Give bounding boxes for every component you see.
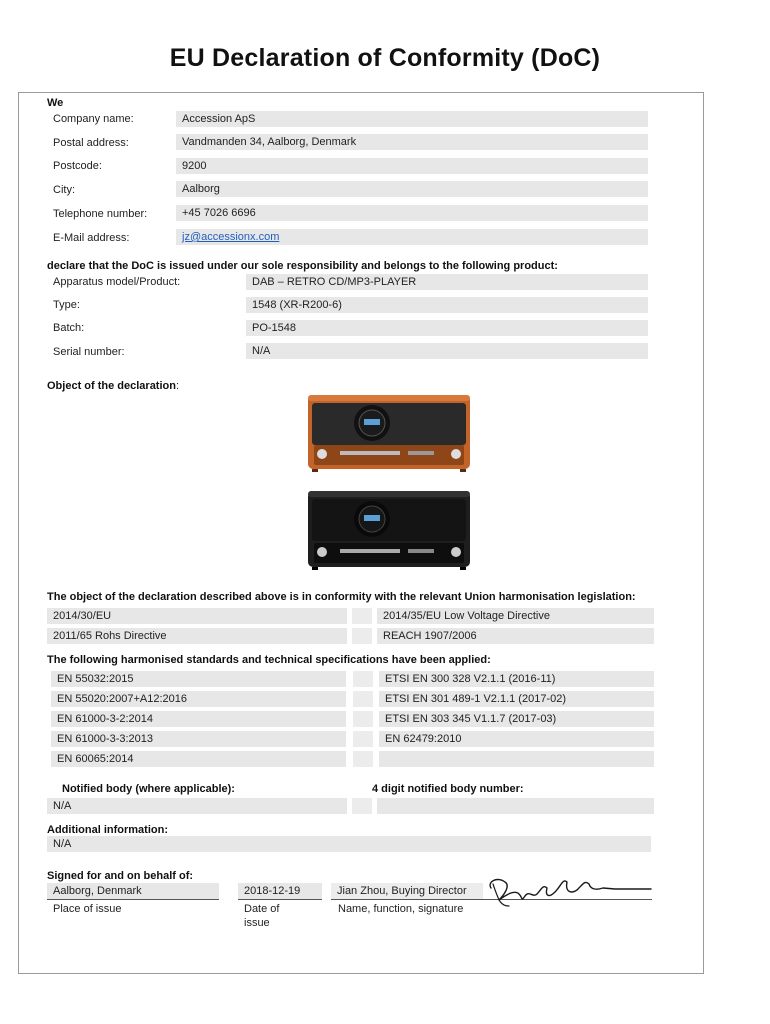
city-field[interactable]: Aalborg <box>176 181 648 197</box>
standard-left-3[interactable]: EN 61000-3-2:2014 <box>51 711 346 727</box>
standard-checkbox-4[interactable] <box>353 731 373 747</box>
object-colon: : <box>175 380 180 392</box>
place-of-issue-label: Place of issue <box>53 903 122 915</box>
date-underline <box>238 899 322 900</box>
declare-statement: declare that the DoC is issued under our sole responsibility and belongs to the following product: <box>47 260 558 272</box>
radio-black-image <box>308 491 470 570</box>
conformity-statement: The object of the declaration described above is in conformity with the relevant Union harmonisation legislation: <box>47 591 636 603</box>
postcode-label: Postcode: <box>53 160 102 172</box>
batch-field[interactable]: PO-1548 <box>246 320 648 336</box>
object-label: Object of the declaration <box>47 380 176 392</box>
product-image <box>300 385 476 577</box>
document-title: EU Declaration of Conformity (DoC) <box>169 44 601 72</box>
standard-left-5[interactable]: EN 60065:2014 <box>51 751 346 767</box>
additional-info-field[interactable]: N/A <box>47 836 651 852</box>
additional-info-label: Additional information: <box>47 824 168 836</box>
radio-wood-image <box>308 395 470 472</box>
type-label: Type: <box>53 299 80 311</box>
email-link[interactable]: jz@accessionx.com <box>182 231 280 243</box>
date-of-issue-label-line1: Date of <box>244 903 280 915</box>
standard-checkbox-5[interactable] <box>353 751 373 767</box>
standard-checkbox-2[interactable] <box>353 691 373 707</box>
place-of-issue-field[interactable]: Aalborg, Denmark <box>47 883 219 899</box>
legislation-checkbox-1[interactable] <box>352 608 372 624</box>
standard-right-2[interactable]: ETSI EN 301 489-1 V2.1.1 (2017-02) <box>379 691 654 707</box>
standard-checkbox-1[interactable] <box>353 671 373 687</box>
notified-number-label: 4 digit notified body number: <box>372 783 524 795</box>
standard-right-3[interactable]: ETSI EN 303 345 V1.1.7 (2017-03) <box>379 711 654 727</box>
name-function-signature-label: Name, function, signature <box>338 903 464 915</box>
legislation-left-1[interactable]: 2014/30/EU <box>47 608 347 624</box>
legislation-left-2[interactable]: 2011/65 Rohs Directive <box>47 628 347 644</box>
handwritten-signature <box>485 872 655 908</box>
model-label: Apparatus model/Product: <box>53 276 181 288</box>
standard-left-2[interactable]: EN 55020:2007+A12:2016 <box>51 691 346 707</box>
city-label: City: <box>53 184 75 196</box>
postal-address-field[interactable]: Vandmanden 34, Aalborg, Denmark <box>176 134 648 150</box>
name-function-field[interactable]: Jian Zhou, Buying Director <box>331 883 483 899</box>
company-name-field[interactable]: Accession ApS <box>176 111 648 127</box>
standards-statement: The following harmonised standards and technical specifications have been applied: <box>47 654 491 666</box>
email-field[interactable] <box>176 229 648 245</box>
telephone-field[interactable]: +45 7026 6696 <box>176 205 648 221</box>
email-label: E-Mail address: <box>53 232 130 244</box>
serial-field[interactable]: N/A <box>246 343 648 359</box>
legislation-right-2[interactable]: REACH 1907/2006 <box>377 628 654 644</box>
standard-left-4[interactable]: EN 61000-3-3:2013 <box>51 731 346 747</box>
serial-label: Serial number: <box>53 346 125 358</box>
postal-address-label: Postal address: <box>53 137 129 149</box>
batch-label: Batch: <box>53 322 85 334</box>
standard-left-1[interactable]: EN 55032:2015 <box>51 671 346 687</box>
object-heading <box>47 376 179 394</box>
standard-right-1[interactable]: ETSI EN 300 328 V2.1.1 (2016-11) <box>379 671 654 687</box>
date-of-issue-field[interactable]: 2018-12-19 <box>238 883 322 899</box>
notified-number-field[interactable] <box>377 798 654 814</box>
place-underline <box>47 899 219 900</box>
standard-right-4[interactable]: EN 62479:2010 <box>379 731 654 747</box>
type-field[interactable]: 1548 (XR-R200-6) <box>246 297 648 313</box>
legislation-checkbox-2[interactable] <box>352 628 372 644</box>
company-name-label: Company name: <box>53 113 134 125</box>
date-of-issue-label-line2: issue <box>244 917 270 929</box>
notified-body-checkbox[interactable] <box>352 798 372 814</box>
we-label: We <box>47 97 64 109</box>
notified-body-label: Notified body (where applicable): <box>62 783 235 795</box>
model-field[interactable]: DAB – RETRO CD/MP3-PLAYER <box>246 274 648 290</box>
telephone-label: Telephone number: <box>53 208 148 220</box>
legislation-right-1[interactable]: 2014/35/EU Low Voltage Directive <box>377 608 654 624</box>
standard-right-5[interactable] <box>379 751 654 767</box>
signed-on-behalf-label: Signed for and on behalf of: <box>47 870 194 882</box>
postcode-field[interactable]: 9200 <box>176 158 648 174</box>
notified-body-field[interactable]: N/A <box>47 798 347 814</box>
standard-checkbox-3[interactable] <box>353 711 373 727</box>
